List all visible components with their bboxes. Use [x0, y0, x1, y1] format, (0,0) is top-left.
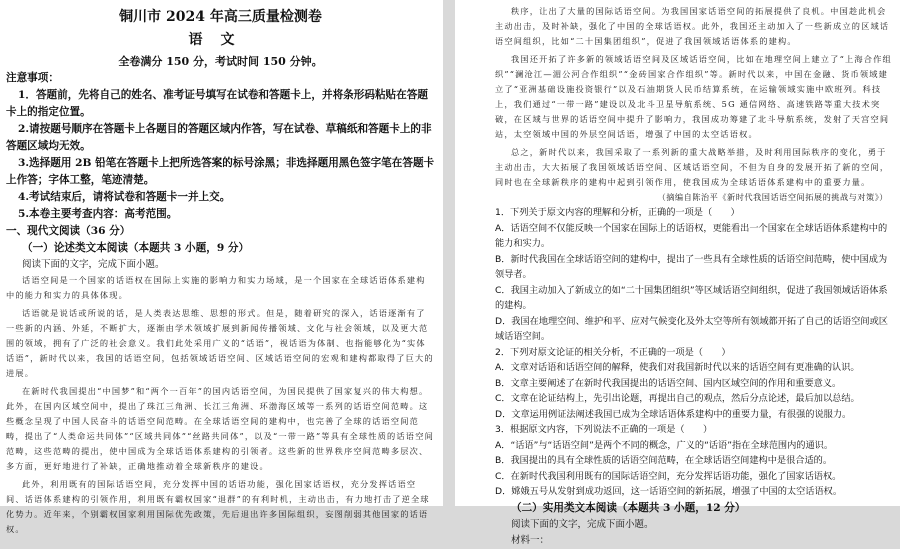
- notice-heading: 注意事项：: [6, 72, 59, 84]
- notice-item: 1．答题前，先将自己的姓名、准考证号填写在试卷和答题卡上，并将条形码粘贴在答题卡上的指定位置。: [6, 89, 428, 118]
- question-3-option-a: A．“话语”与“话语空间”是两个不同的概念，广义的“话语”指在全球范围内的通识。: [495, 439, 834, 451]
- right-page: [455, 0, 900, 546]
- left-page: [0, 0, 443, 534]
- exam-title: 铜川市 2024 年高三质量检测卷: [119, 9, 322, 25]
- question-1-option-b: B．新时代我国在全球话语空间的建构中，提出了一些具有全球性质的话语空间范畴，使中国成为领导者。: [495, 253, 888, 280]
- question-1-option-c: C．我国主动加入了新成立的如“二十国集团组织”等区域话语空间组织，促进了我国领域话语体系的建构。: [495, 284, 888, 311]
- passage-paragraph: 秩序，让出了大量的国际话语空间。为我国国家话语空间的拓展提供了良机。中国趁此机会主动出击，及时补缺，强化了中国的全球话语权。此外，我国还主动加入了一些新成立的区域话语空间组织，比如“二十国集团组织”，促进了我国领域话语体系的建构。: [495, 6, 890, 46]
- question-3-stem: 3．根据原文内容，下列说法不正确的一项是（ ）: [495, 424, 713, 435]
- question-1-stem: 1．下列关于原文内容的理解和分析，正确的一项是（ ）: [495, 207, 740, 218]
- question-2-option-a: A．文章对话语和话语空间的解释，使我们对我国新时代以来的话语空间有更准确的认识。: [495, 362, 860, 373]
- notice-item: 4.考试结束后，请将试卷和答题卡一并上交。: [18, 191, 231, 203]
- passage-paragraph: 我国还开拓了许多新的领域话语空间及区域话语空间，比如在地理空间上建立了“上海合作组织”“澜沧江—湄公河合作组织”“金砖国家合作组织”等。新时代以来，中国在金融、货币领域建立了“亚洲基础设施投资银行”以及石油期货人民币结算系统，在运输领域实施中欧班列。科技上，我们通过“一带一路”建设以及北斗卫星导航系统、5G 通信网络、高速铁路等重大技术突破，在区域与世界的话语空间中提升了影响力，我国成功筹建了北斗导航系统，发射了天宫空间站，太空领域中国的外层空间话语，增强了中国的太空话语权。: [495, 54, 892, 139]
- passage-paragraph: 话语空间是一个国家的话语权在国际上实施的影响力和实力场域，是一个国家在全球话语体系建构中的能力和实力的具体体现。: [6, 275, 426, 300]
- passage-source: （摘编自陈治平《新时代我国话语空间拓展的挑战与对策》）: [657, 192, 888, 202]
- reading-instruction: 阅读下面的文字，完成下面小题。: [511, 518, 654, 530]
- notice-item: 2.请按题号顺序在答题卡上各题目的答题区域内作答，写在试卷、草稿纸和答题卡上的非答题区域均无效。: [6, 123, 432, 152]
- question-1-option-a: A．话语空间不仅能反映一个国家在国际上的话语权，更能看出一个国家在全球话语体系建构中的能力和实力。: [495, 222, 888, 249]
- section-heading: 一、现代文阅读（36 分）: [6, 225, 131, 237]
- notice-item: 5.本卷主要考查内容：高考范围。: [18, 208, 178, 220]
- subsection-heading: （一）论述类文本阅读（本题共 3 小题，9 分）: [22, 242, 250, 254]
- question-2-option-b: B．文章主要阐述了在新时代我国提出的话语空间、国内区域空间的作用和重要意义。: [495, 377, 842, 389]
- passage-paragraph: 话语就是说话或所说的话，是人类表达思维、思想的形式。但是，随着研究的深入，话语逐渐有了一些新的内涵、外延，不断扩大，逐渐由学术领域扩展到新闻传播领域、文化与社会领域，以及更大范围的领域，拥有了广泛的社会意义。我们此处采用广义的“话语”，视话语为体制、也指能够化为“实体话语”，新时代以来，我国的话语空间，包括领域话语空间、区域话语空间的宏观和建构都取得了巨大的进展。: [6, 308, 434, 378]
- question-3-option-b: B．我国提出的具有全球性质的话语空间范畴，在全球话语空间建构中是很合适的。: [495, 455, 833, 466]
- material-label: 材料一：: [511, 534, 550, 546]
- notice-item: 3.选择题用 2B 铅笔在答题卡上把所选答案的标号涂黑；非选择题用黑色签字笔在答题卡上作答；字体工整，笔迹清楚。: [6, 157, 435, 186]
- question-2-option-d: D．文章运用例证法阐述我国已成为全球话语体系建构中的重要力量，有很强的说服力。: [495, 408, 852, 420]
- question-2-stem: 2．下列对原文论证的相关分析，不正确的一项是（ ）: [495, 346, 731, 358]
- passage-paragraph: 此外，利用既有的国际话语空间，充分发挥中国的话语功能，强化国家话语权，充分发挥话语空间、话语体系建构的引领作用，利用既有霸权国家“退群”的有利时机，主动出击，有力地打击了逆全球化势力。近年来，个别霸权国家利用国际优先政策，先后退出许多国际组织，妄图削弱其他国家的话语权。: [6, 479, 430, 534]
- question-3-option-c: C．在新时代我国利用既有的国际话语空间，充分发挥话语功能，强化了国家话语权。: [495, 470, 842, 482]
- question-3-option-d: D．嫦娥五号从发射到成功返回，这一话语空间的新拓展，增强了中国的太空话语权。: [495, 486, 843, 497]
- subsection-heading: （二）实用类文本阅读（本题共 3 小题，12 分）: [511, 501, 746, 514]
- question-1-option-d: D．我国在地理空间、维护和平、应对气候变化及外太空等所有领域都开拓了自己的话语空间或区域话语空间。: [495, 315, 888, 342]
- reading-instruction: 阅读下面的文字，完成下面小题。: [22, 259, 165, 270]
- passage-paragraph: 在新时代我国提出“中国梦”和“两个一百年”的国内话语空间，为国民提供了国家复兴的伟大构想。此外，在国内区域空间中，提出了珠江三角洲、长江三角洲、环渤海区域等一系列的话语空间范畴。这些概念呈现了中国人民奋斗的话语空间范畴。在全球话语空间的建构中，也完善了全球的话语空间范畴，提出了“人类命运共同体”“区域共同体”“丝路共同体”，以及“一带一路”等具有全球性质的话语空间范畴，这些范畴的提出，使中国成为全球话语体系建构的引领者。这些新的世界秩序空间范畴多层次、多方面，更好地进行了补缺，正确地推动着全球新秩序的建设。: [6, 386, 434, 471]
- passage-paragraph: 总之，新时代以来，我国采取了一系列新的重大战略举措，及时利用国际秩序的变化，勇于主动出击，大大拓展了我国领域话语空间、区域话语空间，不但为自身的发展开拓了新的空间，同时也在全球新秩序的建构中起到引领作用，使我国成为全球话语体系建构中的重要力量。: [495, 147, 890, 187]
- question-2-option-c: C．文章在论证结构上，先引出论题，再提出自己的观点，然后分点论述，最后加以总结。: [495, 393, 860, 404]
- page-gap: [443, 0, 455, 506]
- score-line: 全卷满分 150 分，考试时间 150 分钟。: [118, 55, 323, 68]
- subject-title: 语文: [188, 32, 253, 48]
